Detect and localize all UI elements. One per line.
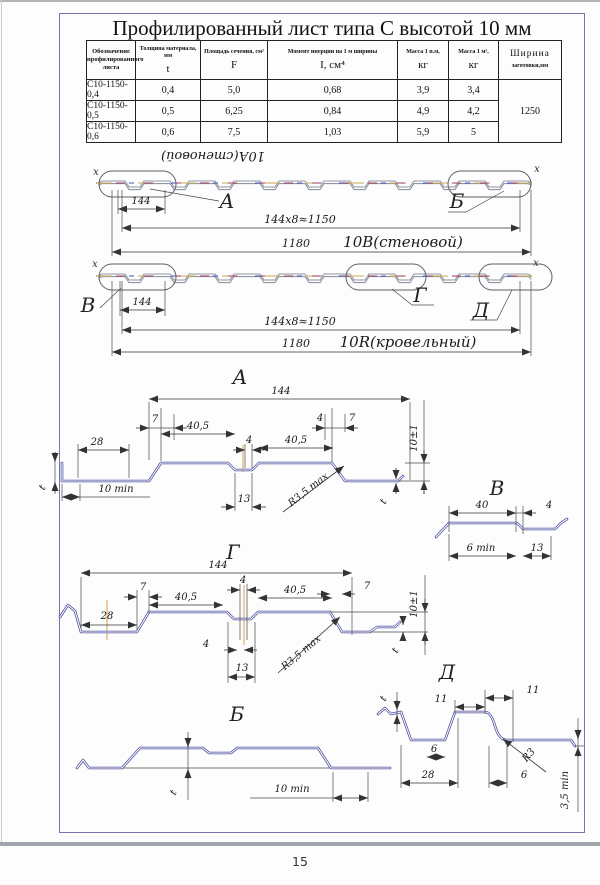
detail-title: Б [229,702,245,726]
dim: 144 [271,386,291,397]
header-area: Площадь сечения, см² F [201,41,268,80]
cell-designation: С10-1150-0,6 [87,122,136,143]
flipped-orientation-label: 10А(стеновой) [161,148,265,163]
dim: 7 [348,413,356,424]
header-designation: Обозначение профилированного листа [87,41,136,80]
cell-designation: С10-1150-0,4 [87,80,136,101]
dim-edge: 3,5 min [560,770,571,810]
dim-module: 144 [132,297,152,308]
cell: 0,6 [136,122,201,143]
cell: 7,5 [201,122,268,143]
dim: 40,5 [284,435,308,446]
header-mass-per-m2: Масса 1 м², кг [449,41,499,80]
dim: 28 [90,437,104,448]
profile-wall-label: 10В(стеновой) [343,233,463,251]
cell: 6,25 [201,101,268,122]
dim: 40,5 [186,421,210,432]
dim-height: 10±1 [409,590,420,618]
dim-modules-total: 144х8≈1150 [264,315,336,328]
page-number: 15 [292,854,308,869]
cell: 3,4 [449,80,499,101]
dim: 10 min [98,484,134,495]
dim: 4 [239,575,247,586]
dim: 4 [545,500,553,511]
callout-letter-a: А [219,189,235,213]
dim-thickness: t [37,483,49,493]
cell: 4,2 [449,101,499,122]
dim: 10 min [274,784,310,795]
dim-thickness: t [168,788,180,798]
dim-radius: R3,5 max [286,471,331,510]
dim: 28 [100,611,114,622]
dim: 4 [245,435,253,446]
detail-title: В [489,476,505,500]
dim: 40,5 [174,592,198,603]
dim: 6 [430,744,438,755]
axis-mark: х [533,258,539,269]
callout-letter-d: Д [472,298,490,322]
dim: 11 [526,685,540,696]
dim-radius: R3,5 max [279,633,324,673]
detail-b-drawing [77,702,390,802]
cell-designation: С10-1150-0,5 [87,101,136,122]
detail-title: А [232,365,248,389]
dim: 6 min [466,543,496,554]
header-mass-per-m: Масса 1 п.м, кг [398,41,449,80]
header-thickness: Толщина материала, мм t [136,41,201,80]
detail-v-drawing [436,476,567,561]
detail-d-drawing [378,660,584,812]
profile-roof-drawing [80,258,552,356]
cell: 5,9 [398,122,449,143]
cell-blank-width: 1250 [499,80,562,143]
dim: 7 [363,581,371,592]
dim: 13 [237,494,251,505]
dim: 11 [434,694,448,705]
dim-overall: 1180 [282,237,310,250]
cell: 0,68 [268,80,398,101]
dim-height: 10±1 [409,424,420,452]
cell: 4,9 [398,101,449,122]
dim: 28 [421,770,435,781]
callout-letter-g: Г [413,283,427,307]
dim-overall: 1180 [282,337,310,350]
callout-letter-v: В [80,293,96,317]
detail-title: Д [438,660,456,684]
cell: 5 [449,122,499,143]
dim: 13 [530,543,544,554]
dim: 7 [139,582,147,593]
profile-wall-drawing [93,148,540,256]
detail-a-drawing [37,365,430,512]
dim: 40 [475,500,489,511]
dim-module: 144 [131,196,151,207]
cell: 1,03 [268,122,398,143]
dim: 40,5 [283,585,307,596]
detail-title: Г [226,540,240,564]
dim: 4 [316,413,324,424]
axis-mark: х [93,167,99,178]
dim: 6 [520,770,528,781]
header-inertia: Момент инерции на 1 м ширины I, см⁴ [268,41,398,80]
cell: 0,84 [268,101,398,122]
dim-thickness: t [390,646,402,656]
dim-modules-total: 144х8≈1150 [264,213,336,226]
axis-mark: х [92,259,98,270]
dim-radius: R3 [520,746,538,765]
cell: 5,0 [201,80,268,101]
detail-g-drawing [60,540,428,683]
cell: 3,9 [398,80,449,101]
header-blank-width: Ширина заготовки,мм [499,41,562,80]
dim: 144 [208,560,228,571]
dim-thickness: t [378,694,390,704]
callout-letter-b: Б [449,189,465,213]
cell: 0,4 [136,80,201,101]
dimension-lines [397,690,584,812]
page-title: Профилированный лист типа С высотой 10 мм [112,16,532,40]
dim: 4 [202,639,210,650]
dim: 7 [151,414,159,425]
dim-thickness: t [378,497,390,507]
cell: 0,5 [136,101,201,122]
profile-roof-label: 10R(кровельный) [339,333,477,351]
dim: 13 [235,663,249,674]
axis-mark: х [534,164,540,175]
